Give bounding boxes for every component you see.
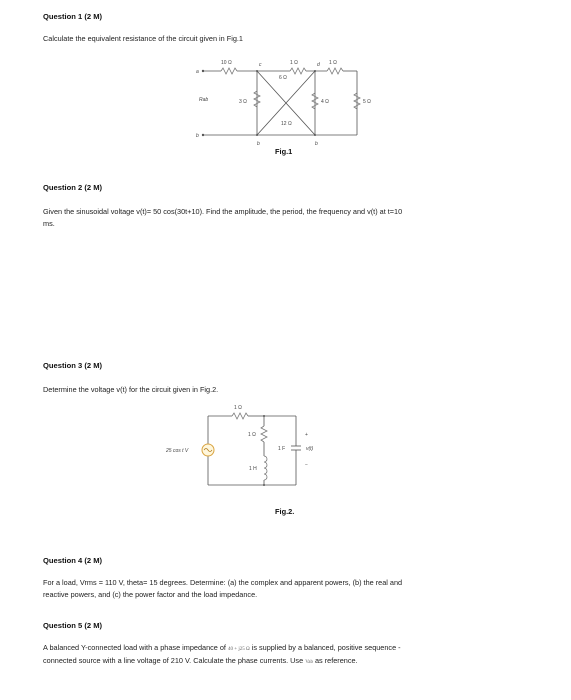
question-2-text-line1: Given the sinusoidal voltage v(t)= 50 cos(30t+10). Find the amplitude, the period, the frequency and v(t) at t=10 [43,207,403,216]
fig1-label-rab: Rab [199,97,209,103]
fig1-label-1ohm-b: 1 Ω [329,60,337,66]
question-2-text-line2: ms. [43,219,55,228]
fig2-label-1h: 1 H [249,466,257,472]
fig2-label-vt: v(t) [306,446,314,452]
fig1-node-b3: b [315,141,318,147]
fig2-label-1f: 1 F [278,446,286,452]
question-3-title: Question 3 (2 M) [43,361,103,370]
fig1-node-b: b [196,133,199,139]
fig1-label-4ohm: 4 Ω [321,99,329,105]
question-5-line1-post: is supplied by a balanced, positive sequence - [251,643,401,652]
fig1-label-3ohm: 3 Ω [239,99,247,105]
figure-1-circuit [195,55,385,150]
question-5-title: Question 5 (2 M) [43,621,103,630]
figure-1-caption: Fig.1 [275,147,293,156]
question-1-text: Calculate the equivalent resistance of the circuit given in Fig.1 [43,34,243,43]
question-4-text-line2: reactive powers, and (c) the power factor and the load impedance. [43,590,258,599]
fig2-label-minus: − [305,462,308,468]
fig1-node-b2: b [257,141,260,147]
question-3-text: Determine the voltage v(t) for the circuit given in Fig.2. [43,385,219,394]
phase-impedance-value: 40 + j25 Ω [228,647,250,652]
fig1-label-6ohm: 6 Ω [279,75,287,81]
question-4-title: Question 4 (2 M) [43,556,103,565]
question-1-title: Question 1 (2 M) [43,12,103,21]
question-5-text-line2 [43,655,358,669]
fig2-label-1ohm-mid: 1 Ω [248,432,256,438]
question-5-line1-pre: A balanced Y-connected load with a phase impedance of [43,643,226,652]
figure-2-caption: Fig.2. [275,507,295,516]
question-2-title: Question 2 (2 M) [43,183,103,192]
fig1-label-1ohm-a: 1 Ω [290,60,298,66]
fig1-node-a: a [196,69,199,75]
reference-voltage-symbol: Vab [305,660,313,665]
fig1-label-10ohm: 10 Ω [221,60,232,66]
fig2-label-plus: + [305,432,308,438]
question-5-line2-post: as reference. [315,656,358,665]
question-5-line2-pre: connected source with a line voltage of 210 V. Calculate the phase currents. Use [43,656,304,665]
fig2-label-source: 25 cos t V [166,448,189,454]
fig1-label-12ohm: 12 Ω [281,121,292,127]
question-4-text-line1: For a load, Vrms = 110 V, theta= 15 degrees. Determine: (a) the complex and apparent powers, (b) the real and [43,578,403,587]
question-5-text-line1 [43,642,401,656]
figure-2-circuit [160,400,330,495]
fig1-label-5ohm: 5 Ω [363,99,371,105]
fig1-node-d: d [317,62,320,68]
fig1-node-c: c [259,62,262,68]
fig2-label-1ohm-top: 1 Ω [234,405,242,411]
